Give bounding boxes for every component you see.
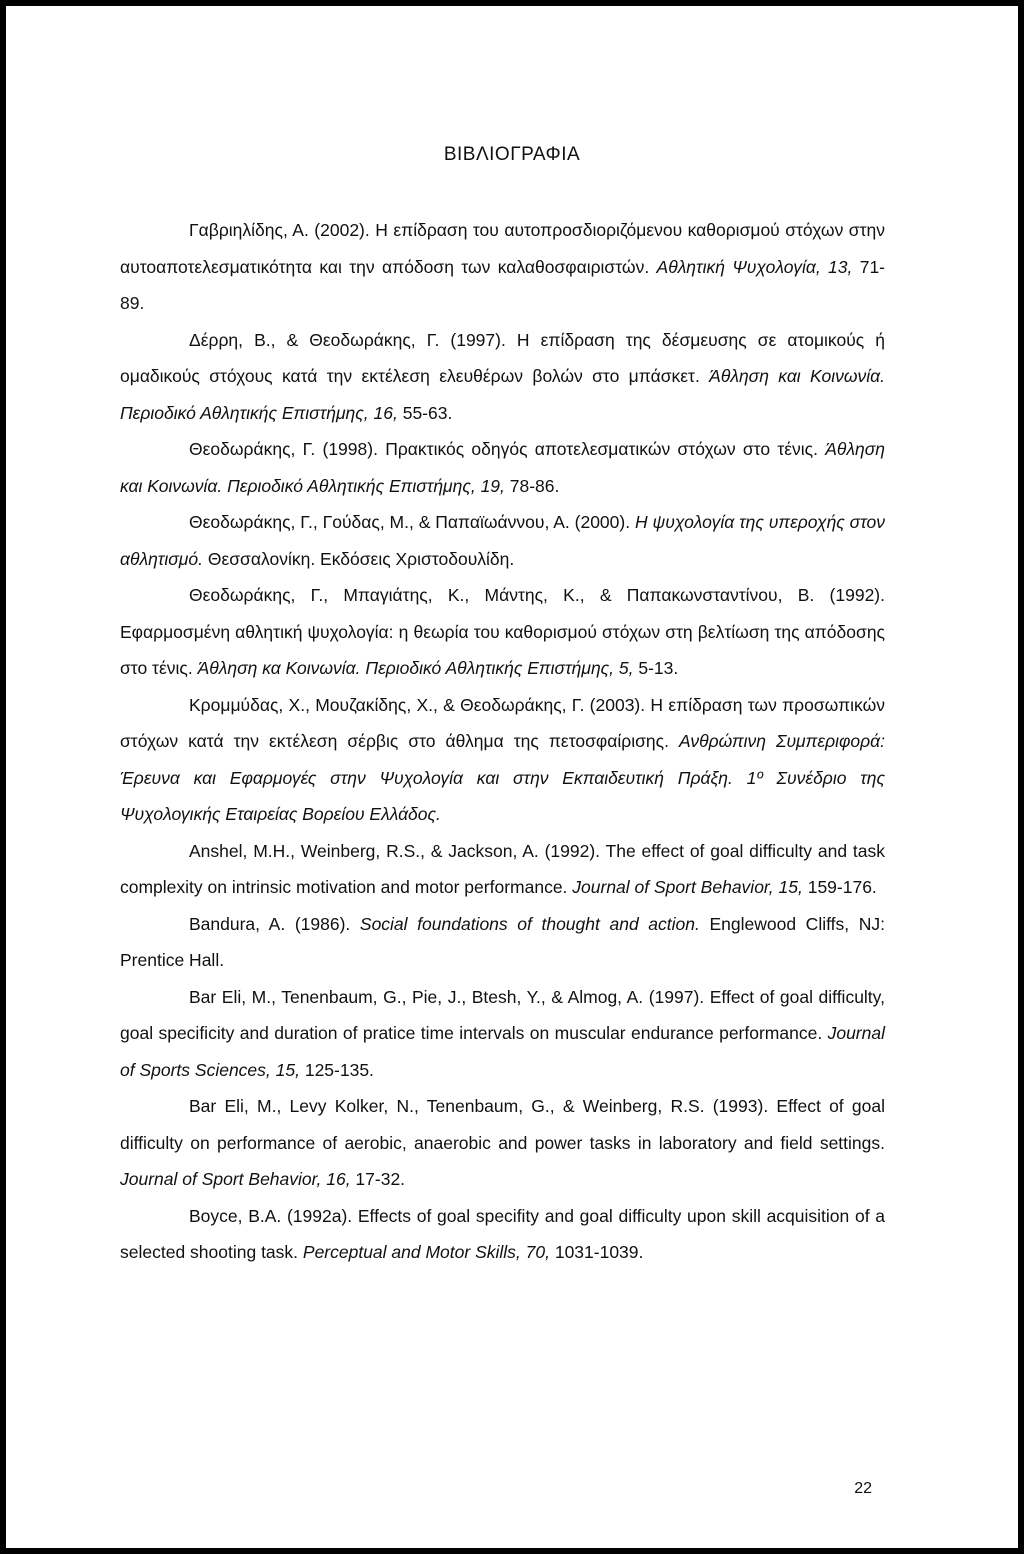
reference-text: Bar Eli, M., Tenenbaum, G., Pie, J., Btesh, Y., & Almog, A. (1997). Effect of goal difficulty, goal specificity and duration of pratice time intervals on muscular endurance performance. [120,986,885,1043]
reference-pages: 55-63. [397,402,453,423]
reference-entry [120,906,885,979]
reference-source: Journal of Sports Sciences, 15, [120,1023,885,1080]
reference-entry [120,431,885,504]
reference-text: Anshel, M.H., Weinberg, R.S., & Jackson, A. (1992). The effect of goal difficulty and task complexity on intrinsic motivation and motor performance. [120,840,885,897]
reference-entry [120,1088,885,1198]
reference-text: Θεοδωράκης, Γ., Γούδας, Μ., & Παπαϊωάννου, Α. (2000). [189,512,635,532]
page-title: ΒΙΒΛΙΟΓΡΑΦΙΑ [443,144,581,165]
reference-source: Αθλητική Ψυχολογία, 13, [656,256,853,277]
reference-source: Journal of Sport Behavior, 15, [572,877,803,897]
reference-source: Άθληση κα Κοινωνία. Περιοδικό Αθλητικής Επιστήμης, 5, [197,658,634,678]
reference-source: Άθληση και Κοινωνία. Περιοδικό Αθλητικής Επιστήμης, 19, [120,439,885,496]
reference-source: Journal of Sport Behavior, 16, [120,1169,351,1189]
document-page [6,6,1018,1548]
reference-entry [120,979,885,1089]
reference-text: Boyce, B.A. (1992a). Effects of goal specifity and goal difficulty upon skill acquisition of a selected shooting task. [120,1205,885,1262]
reference-source: Social foundations of thought and action. [359,913,700,934]
reference-pages: 78-86. [504,475,560,496]
reference-source: Η ψυχολογία της υπεροχής στον αθλητισμό. [120,512,885,569]
reference-entry [120,687,885,833]
reference-text: Bar Eli, M., Levy Kolker, N., Tenenbaum, G., & Weinberg, R.S. (1993). Effect of goal difficulty on performance of aerobic, anaerobic and power tasks in laboratory and field settings. [120,1096,885,1153]
reference-pages: 5-13. [633,658,679,678]
reference-entry [120,1198,885,1271]
reference-text: Γαβριηλίδης, Α. (2002). Η επίδραση του αυτοπροσδιοριζόμενου καθορισμού στόχων στην αυτοαποτελεσματικότητα και την απόδοση των καλαθοσφαιριστών. [120,220,885,277]
reference-text: Δέρρη, Β., & Θεοδωράκης, Γ. (1997). Η επίδραση της δέσμευσης σε ατομικούς ή ομαδικούς στόχους κατά την εκτέλεση ελευθέρων βολών στο μπάσκετ. [120,329,885,386]
page-number: 22 [854,1480,872,1497]
reference-source: Ανθρώπινη Συμπεριφορά: Έρευνα και Εφαρμογές στην Ψυχολογία και στην Εκπαιδευτική Πράξη. 1º Συνέδριο της Ψυχολογικής Εταιρείας Βορείου Ελλάδος. [120,731,885,824]
reference-pages: 159-176. [802,877,877,897]
reference-entry [120,504,885,577]
reference-pages: 125-135. [299,1059,374,1080]
reference-pages: 1031-1039. [549,1242,644,1262]
reference-source: Perceptual and Motor Skills, 70, [302,1242,550,1262]
reference-text: Θεοδωράκης, Γ. (1998). Πρακτικός οδηγός αποτελεσματικών στόχων στο τένις. [189,439,826,459]
reference-pages: 17-32. [350,1169,406,1189]
reference-entry [120,577,885,687]
reference-pages: 71-89. [120,256,886,313]
reference-source: Άθληση και Κοινωνία. Περιοδικό Αθλητικής Επιστήμης, 16, [120,366,885,423]
reference-entry [120,322,885,432]
reference-text: Κρομμύδας, Χ., Μουζακίδης, Χ., & Θεοδωράκης, Γ. (2003). Η επίδραση των προσωπικών στόχων κατά την εκτέλεση σέρβις στο άθλημα της πετοσφαίρισης. [120,694,885,751]
reference-pages: Englewood Cliffs, NJ: Prentice Hall. [120,913,885,970]
reference-pages: Θεσσαλονίκη. Εκδόσεις Χριστοδουλίδη. [202,548,515,569]
reference-entry [120,212,885,322]
reference-text: Bandura, A. (1986). [189,913,360,934]
bibliography-list [120,212,885,1271]
reference-entry [120,833,885,906]
reference-text: Θεοδωράκης, Γ., Μπαγιάτης, Κ., Μάντης, Κ., & Παπακωνσταντίνου, Β. (1992). Εφαρμοσμένη αθλητική ψυχολογία: η θεωρία του καθορισμού στόχων στη βελτίωση της απόδοσης στο τένις. [120,585,885,678]
